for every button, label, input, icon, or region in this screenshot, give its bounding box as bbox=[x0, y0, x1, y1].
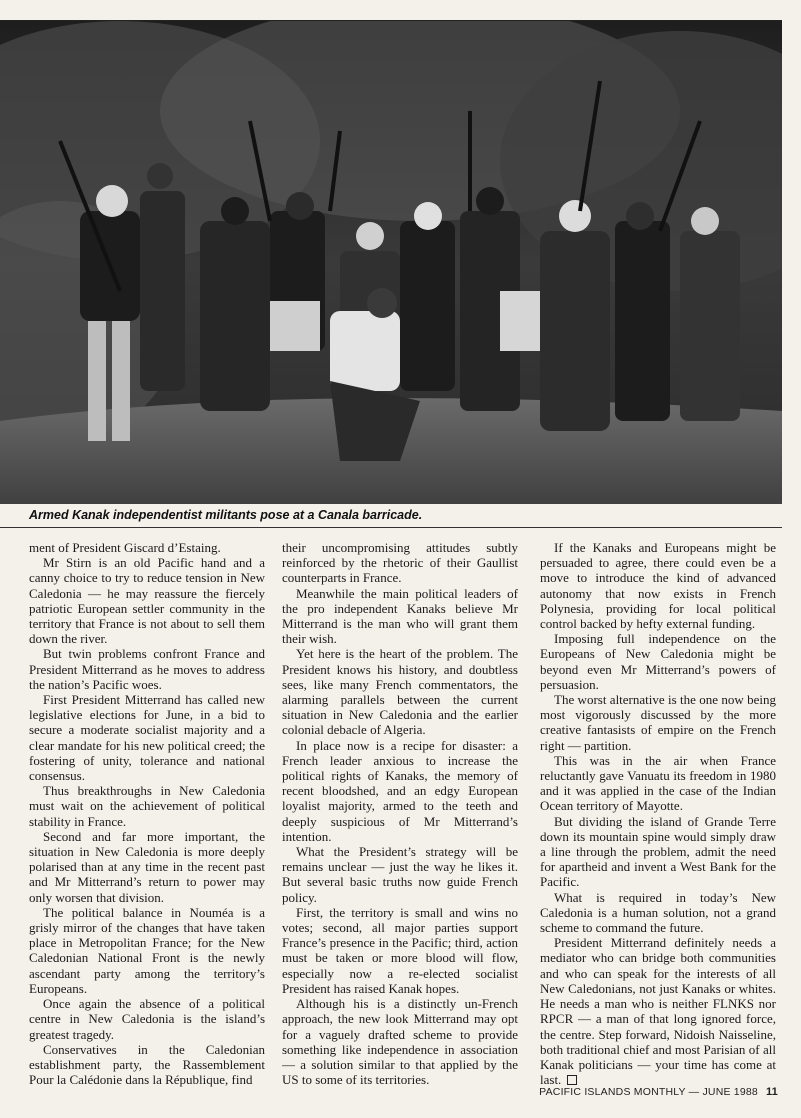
paragraph: This was in the air when France reluctantly gave Vanuatu its freedom in 1980 and it was applied in the case of the Indian Ocean territory of Mayotte. bbox=[540, 752, 776, 814]
paragraph: Conservatives in the Caledonian establishment party, the Rassemblement Pour la Calédonie dans la République, find bbox=[29, 1041, 265, 1088]
end-mark-icon bbox=[567, 1075, 577, 1085]
paragraph: Mr Stirn is an old Pacific hand and a canny choice to try to reduce tension in New Caledonia — he may reassure the fiercely patriotic European settler community in the territory that France is not about to sell them down the river. bbox=[29, 555, 265, 647]
paragraph: Thus breakthroughs in New Caledonia must wait on the achievement of political stability in France. bbox=[29, 783, 265, 829]
paragraph: Once again the absence of a political centre in New Caledonia is the island’s greatest tragedy. bbox=[29, 996, 265, 1042]
paragraph: ment of President Giscard d’Estaing. bbox=[29, 540, 221, 555]
paragraph: Imposing full independence on the Europeans of New Caledonia might be beyond even Mr Mitterrand’s powers of persuasion. bbox=[540, 631, 776, 692]
photo-caption: Armed Kanak independentist militants pose at a Canala barricade. bbox=[0, 504, 782, 528]
paragraph: First President Mitterrand has called new legislative elections for June, in a bid to secure a moderate socialist majority and a clear mandate for his new political creed; the fostering of unity, tolerance and national consensus. bbox=[29, 692, 265, 784]
article-column-2 bbox=[282, 540, 518, 1087]
paragraph: The worst alternative is the one now being most vigorously discussed by the more creative fantasists of empire on the French right — partition. bbox=[540, 692, 776, 753]
paragraph: their uncompromising attitudes subtly reinforced by the rhetoric of their Gaullist counterparts in France. bbox=[282, 540, 518, 586]
photo-illustration bbox=[0, 21, 782, 505]
paragraph: Although his is a distinctly un-French approach, the new look Mitterrand may opt for a vaguely drafted scheme to provide something like independence in association — a solution similar to that applied by the US to some of its territories. bbox=[282, 996, 518, 1088]
paragraph: The political balance in Nouméa is a grisly mirror of the changes that have taken place in Metropolitan France; for the New Caledonian National Front is the newly ascendant party among the territory’s Europeans. bbox=[29, 904, 265, 996]
paragraph: Meanwhile the main political leaders of the pro independent Kanaks believe Mr Mitterrand is the man who will grant them their wish. bbox=[282, 585, 518, 647]
militants-photo bbox=[0, 20, 782, 505]
paragraph: But dividing the island of Grande Terre down its mountain spine would simply draw a line through the problem, admit the need for apartheid and invent a West Bank for the Pacific. bbox=[540, 813, 776, 890]
page-number: 11 bbox=[765, 1086, 778, 1098]
publication-line: PACIFIC ISLANDS MONTHLY — JUNE 1988 bbox=[539, 1086, 758, 1098]
paragraph: First, the territory is small and wins no votes; second, all major parties support France’s presence in the Pacific; third, action must be taken or more blood will flow, especially now a re-elected socialist President has raised Kanak hopes. bbox=[282, 904, 518, 996]
article-body bbox=[29, 540, 781, 1088]
paragraph: What the President’s strategy will be remains unclear — just the way he likes it. But several basic truths now guide French policy. bbox=[282, 844, 518, 905]
paragraph: If the Kanaks and Europeans might be persuaded to agree, there could even be a move to introduce the kind of advanced autonomy that now exists in French Polynesia, providing for local political control backed by hefty external funding. bbox=[540, 540, 776, 632]
paragraph: Second and far more important, the situation in New Caledonia is more deeply polarised than at any time in the recent past and Mr Mitterrand’s return to power may only worsen that division. bbox=[29, 828, 265, 905]
article-column-1 bbox=[29, 540, 265, 1087]
paragraph: Yet here is the heart of the problem. The President knows his history, and doubtless sees, like many French commentators, the alarming parallels between the current situation in New Caledonia and the earlier colonial debacle of Algeria. bbox=[282, 646, 518, 738]
article-column-3 bbox=[540, 540, 776, 1087]
paragraph: President Mitterrand definitely needs a mediator who can bridge both communities and who can speak for the interests of all New Caledonians, not just Kanaks or whites. He needs a man who is neither FLNKS nor RPCR — a man of that long ignored force, the centre. Step forward, Nidoish Naisseline, both traditional chief and most Parisian of all Kanak politicians — your time has come at last. bbox=[540, 935, 776, 1088]
paragraph: In place now is a recipe for disaster: a French leader anxious to increase the political rights of Kanaks, the memory of recent bloodshed, and an edgy European loyalist majority, armed to the teeth and deeply suspicious of Mr Mitterrand’s intention. bbox=[282, 737, 518, 844]
paragraph: But twin problems confront France and President Mitterrand as he moves to address the nation’s Pacific woes. bbox=[29, 646, 265, 692]
paragraph: What is required in today’s New Caledonia is a human solution, not a grand scheme to command the future. bbox=[540, 889, 776, 936]
page-footer bbox=[539, 1086, 778, 1098]
